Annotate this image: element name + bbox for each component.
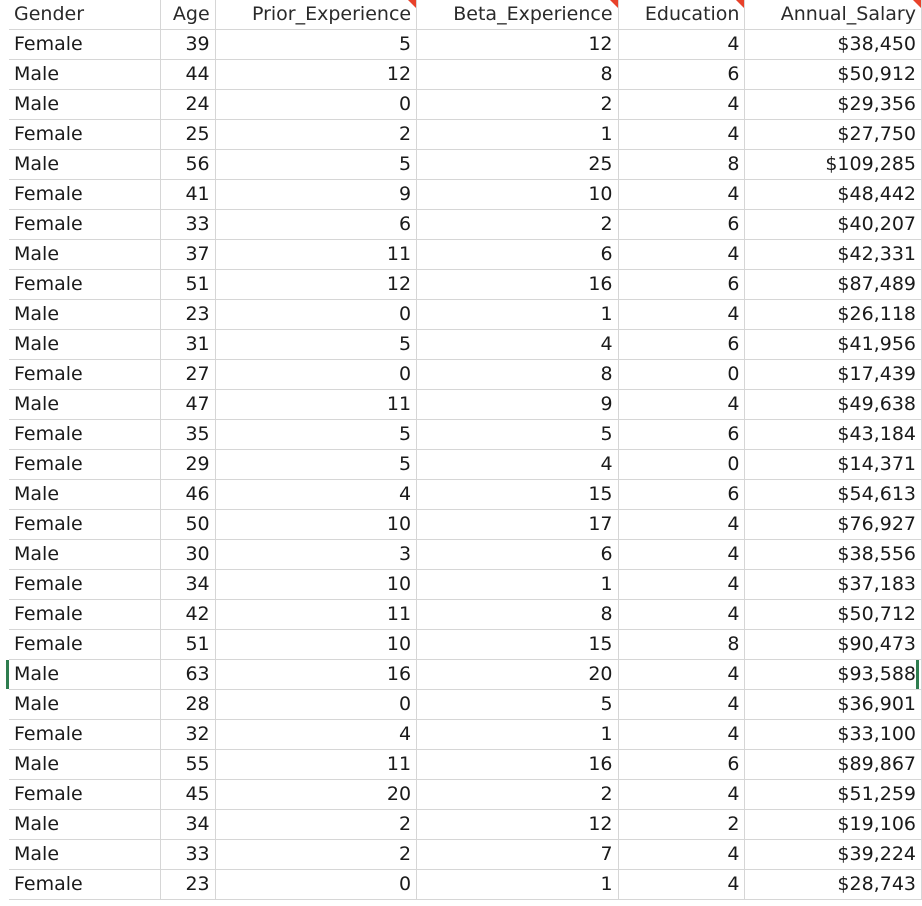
table-row [9,480,922,510]
cell-education[interactable]: 6 [618,420,745,450]
cell-education[interactable]: 6 [618,270,745,300]
cell-gender[interactable]: Female [9,30,160,60]
column-header-label: Annual_Salary [780,3,916,25]
cell-beta-experience[interactable]: 25 [417,150,618,180]
column-header-prior-experience[interactable] [215,0,416,30]
cell-gender[interactable]: Female [9,870,160,900]
cell-prior-experience[interactable]: 10 [215,630,416,660]
cell-education[interactable]: 6 [618,330,745,360]
cell-age[interactable]: 24 [160,90,215,120]
cell-age[interactable]: 39 [160,30,215,60]
cell-age[interactable]: 44 [160,60,215,90]
cell-beta-experience[interactable]: 4 [417,450,618,480]
cell-beta-experience[interactable]: 5 [417,420,618,450]
cell-prior-experience[interactable]: 2 [215,120,416,150]
header-row [9,0,922,30]
table-row [9,240,922,270]
cell-prior-experience[interactable]: 11 [215,390,416,420]
comment-indicator-icon[interactable] [736,0,744,8]
cell-gender[interactable]: Male [9,810,160,840]
cell-education[interactable]: 4 [618,510,745,540]
cell-prior-experience[interactable]: 10 [215,510,416,540]
cell-education[interactable]: 8 [618,630,745,660]
table-row [9,780,922,810]
table-row [9,450,922,480]
cell-gender[interactable]: Male [9,540,160,570]
cell-prior-experience[interactable]: 3 [215,540,416,570]
cell-gender[interactable]: Female [9,630,160,660]
cell-age[interactable]: 29 [160,450,215,480]
table-row [9,750,922,780]
cell-age[interactable]: 50 [160,510,215,540]
cell-age[interactable]: 27 [160,360,215,390]
cell-prior-experience[interactable]: 20 [215,780,416,810]
table-row [9,30,922,60]
cell-age[interactable]: 42 [160,600,215,630]
comment-indicator-icon[interactable] [408,0,416,8]
cell-beta-experience[interactable]: 1 [417,300,618,330]
table-row [9,870,922,900]
cell-beta-experience[interactable]: 2 [417,90,618,120]
table-row [9,330,922,360]
cell-beta-experience[interactable]: 1 [417,720,618,750]
cell-prior-experience[interactable]: 0 [215,360,416,390]
cell-gender[interactable]: Male [9,750,160,780]
column-header-label: Beta_Experience [453,3,613,25]
cell-annual-salary[interactable]: $51,259 [745,780,922,810]
cell-beta-experience[interactable]: 1 [417,870,618,900]
selected-row-indicator-right [916,660,919,689]
cell-education[interactable]: 4 [618,90,745,120]
table-body [9,30,922,900]
cell-annual-salary[interactable]: $41,956 [745,330,922,360]
table-row [9,210,922,240]
cell-gender[interactable]: Male [9,840,160,870]
cell-annual-salary[interactable]: $28,743 [745,870,922,900]
cell-annual-salary[interactable]: $39,224 [745,840,922,870]
cell-education[interactable]: 6 [618,750,745,780]
cell-beta-experience[interactable]: 12 [417,30,618,60]
cell-gender[interactable]: Male [9,390,160,420]
cell-gender[interactable]: Female [9,360,160,390]
cell-gender[interactable]: Male [9,330,160,360]
cell-age[interactable]: 34 [160,570,215,600]
cell-gender[interactable]: Male [9,150,160,180]
cell-prior-experience[interactable]: 5 [215,450,416,480]
cell-education[interactable]: 4 [618,570,745,600]
cell-education[interactable]: 4 [618,300,745,330]
cell-age[interactable]: 33 [160,840,215,870]
cell-prior-experience[interactable]: 11 [215,750,416,780]
cell-annual-salary[interactable]: $38,556 [745,540,922,570]
cell-annual-salary[interactable]: $49,638 [745,390,922,420]
cell-beta-experience[interactable]: 6 [417,240,618,270]
column-header-label: Education [644,3,740,25]
cell-gender[interactable]: Male [9,690,160,720]
cell-education[interactable]: 6 [618,210,745,240]
cell-gender[interactable]: Female [9,510,160,540]
cell-annual-salary[interactable]: $33,100 [745,720,922,750]
cell-prior-experience[interactable]: 9 [215,180,416,210]
cell-prior-experience[interactable]: 11 [215,600,416,630]
cell-gender[interactable]: Female [9,780,160,810]
cell-education[interactable]: 4 [618,660,745,690]
column-header-annual-salary[interactable] [745,0,922,30]
cell-education[interactable]: 4 [618,120,745,150]
column-header-education[interactable] [618,0,745,30]
cell-prior-experience[interactable]: 16 [215,660,416,690]
cell-gender[interactable]: Female [9,210,160,240]
cell-annual-salary[interactable]: $76,927 [745,510,922,540]
cell-beta-experience[interactable]: 20 [417,660,618,690]
cell-beta-experience[interactable]: 15 [417,630,618,660]
cell-age[interactable]: 51 [160,270,215,300]
cell-prior-experience[interactable]: 10 [215,570,416,600]
cell-beta-experience[interactable]: 15 [417,480,618,510]
table-row [9,510,922,540]
cell-annual-salary[interactable]: $43,184 [745,420,922,450]
cell-education[interactable]: 6 [618,60,745,90]
cell-age[interactable]: 51 [160,630,215,660]
cell-beta-experience[interactable]: 16 [417,270,618,300]
cell-beta-experience[interactable]: 2 [417,210,618,240]
comment-indicator-icon[interactable] [610,0,618,8]
cell-beta-experience[interactable]: 4 [417,330,618,360]
cell-prior-experience[interactable]: 11 [215,240,416,270]
cell-education[interactable]: 2 [618,810,745,840]
cell-gender[interactable]: Female [9,120,160,150]
cell-annual-salary[interactable]: $42,331 [745,240,922,270]
cell-prior-experience[interactable]: 0 [215,90,416,120]
cell-prior-experience[interactable]: 2 [215,840,416,870]
selected-row-indicator-left [6,660,9,689]
cell-age[interactable]: 56 [160,150,215,180]
cell-age[interactable]: 30 [160,540,215,570]
spreadsheet-grid [9,0,922,900]
table-row [9,600,922,630]
table-row [9,690,922,720]
cell-age[interactable]: 32 [160,720,215,750]
cell-beta-experience[interactable]: 1 [417,570,618,600]
cell-gender[interactable]: Female [9,600,160,630]
cell-education[interactable]: 4 [618,600,745,630]
cell-education[interactable]: 4 [618,780,745,810]
cell-age[interactable]: 23 [160,870,215,900]
cell-beta-experience[interactable]: 5 [417,690,618,720]
cell-annual-salary[interactable]: $50,712 [745,600,922,630]
cell-prior-experience[interactable]: 2 [215,810,416,840]
column-header-gender[interactable] [9,0,160,30]
table-row [9,630,922,660]
cell-beta-experience[interactable]: 10 [417,180,618,210]
table-row [9,180,922,210]
cell-age[interactable]: 46 [160,480,215,510]
cell-annual-salary[interactable]: $90,473 [745,630,922,660]
cell-gender[interactable]: Female [9,420,160,450]
cell-beta-experience[interactable]: 7 [417,840,618,870]
cell-gender[interactable]: Female [9,450,160,480]
cell-prior-experience[interactable]: 0 [215,870,416,900]
cell-prior-experience[interactable]: 5 [215,330,416,360]
cell-annual-salary[interactable]: $93,588 [745,660,922,690]
cell-gender[interactable]: Male [9,480,160,510]
cell-age[interactable]: 25 [160,120,215,150]
cell-prior-experience[interactable]: 12 [215,270,416,300]
cell-age[interactable]: 37 [160,240,215,270]
cell-prior-experience[interactable]: 5 [215,150,416,180]
cell-gender[interactable]: Female [9,720,160,750]
cell-annual-salary[interactable]: $87,489 [745,270,922,300]
column-header-label: Age [172,3,210,25]
cell-age[interactable]: 34 [160,810,215,840]
cell-education[interactable]: 0 [618,450,745,480]
cell-education[interactable]: 0 [618,360,745,390]
cell-age[interactable]: 35 [160,420,215,450]
table-row [9,390,922,420]
table-row [9,90,922,120]
cell-age[interactable]: 23 [160,300,215,330]
cell-annual-salary[interactable]: $54,613 [745,480,922,510]
cell-annual-salary[interactable]: $29,356 [745,90,922,120]
cell-gender[interactable]: Male [9,90,160,120]
cell-education[interactable]: 4 [618,690,745,720]
cell-prior-experience[interactable]: 0 [215,300,416,330]
cell-gender[interactable]: Female [9,270,160,300]
table-row [9,300,922,330]
table-row [9,540,922,570]
cell-beta-experience[interactable]: 12 [417,810,618,840]
cell-prior-experience[interactable]: 5 [215,420,416,450]
comment-indicator-icon[interactable] [913,0,921,8]
cell-education[interactable]: 4 [618,840,745,870]
table-row [9,810,922,840]
cell-prior-experience[interactable]: 4 [215,480,416,510]
cell-prior-experience[interactable]: 5 [215,30,416,60]
cell-annual-salary[interactable]: $26,118 [745,300,922,330]
cell-annual-salary[interactable]: $17,439 [745,360,922,390]
cell-gender[interactable]: Female [9,570,160,600]
cell-annual-salary[interactable]: $38,450 [745,30,922,60]
table-row [9,420,922,450]
table-row [9,660,922,690]
cell-age[interactable]: 28 [160,690,215,720]
cell-annual-salary[interactable]: $37,183 [745,570,922,600]
cell-prior-experience[interactable]: 4 [215,720,416,750]
table-row [9,840,922,870]
column-header-label: Gender [14,3,85,25]
cell-annual-salary[interactable]: $14,371 [745,450,922,480]
cell-gender[interactable]: Female [9,180,160,210]
cell-beta-experience[interactable]: 9 [417,390,618,420]
cell-age[interactable]: 63 [160,660,215,690]
cell-age[interactable]: 31 [160,330,215,360]
cell-annual-salary[interactable]: $19,106 [745,810,922,840]
cell-education[interactable]: 8 [618,150,745,180]
cell-education[interactable]: 4 [618,720,745,750]
cell-education[interactable]: 4 [618,180,745,210]
cell-gender[interactable]: Male [9,60,160,90]
cell-beta-experience[interactable]: 8 [417,60,618,90]
cell-age[interactable]: 55 [160,750,215,780]
cell-beta-experience[interactable]: 6 [417,540,618,570]
cell-beta-experience[interactable]: 8 [417,600,618,630]
cell-gender[interactable]: Male [9,300,160,330]
table-row [9,270,922,300]
table-row [9,720,922,750]
table-row [9,60,922,90]
cell-education[interactable]: 4 [618,30,745,60]
cell-annual-salary[interactable]: $36,901 [745,690,922,720]
cell-education[interactable]: 4 [618,540,745,570]
cell-beta-experience[interactable]: 8 [417,360,618,390]
column-header-age[interactable] [160,0,215,30]
column-header-beta-experience[interactable] [417,0,618,30]
cell-education[interactable]: 4 [618,870,745,900]
cell-gender[interactable]: Male [9,660,160,690]
cell-beta-experience[interactable]: 1 [417,120,618,150]
cell-education[interactable]: 4 [618,240,745,270]
column-header-label: Prior_Experience [251,3,412,25]
cell-age[interactable]: 41 [160,180,215,210]
table-row [9,120,922,150]
cell-prior-experience[interactable]: 6 [215,210,416,240]
cell-age[interactable]: 47 [160,390,215,420]
cell-annual-salary[interactable]: $89,867 [745,750,922,780]
cell-annual-salary[interactable]: $27,750 [745,120,922,150]
cell-education[interactable]: 6 [618,480,745,510]
table-row [9,360,922,390]
cell-beta-experience[interactable]: 17 [417,510,618,540]
cell-beta-experience[interactable]: 2 [417,780,618,810]
cell-annual-salary[interactable]: $50,912 [745,60,922,90]
table-row [9,150,922,180]
cell-beta-experience[interactable]: 16 [417,750,618,780]
cell-annual-salary[interactable]: $48,442 [745,180,922,210]
cell-prior-experience[interactable]: 0 [215,690,416,720]
cell-education[interactable]: 4 [618,390,745,420]
table-row [9,570,922,600]
cell-age[interactable]: 33 [160,210,215,240]
cell-gender[interactable]: Male [9,240,160,270]
cell-annual-salary[interactable]: $109,285 [745,150,922,180]
cell-age[interactable]: 45 [160,780,215,810]
cell-annual-salary[interactable]: $40,207 [745,210,922,240]
cell-prior-experience[interactable]: 12 [215,60,416,90]
